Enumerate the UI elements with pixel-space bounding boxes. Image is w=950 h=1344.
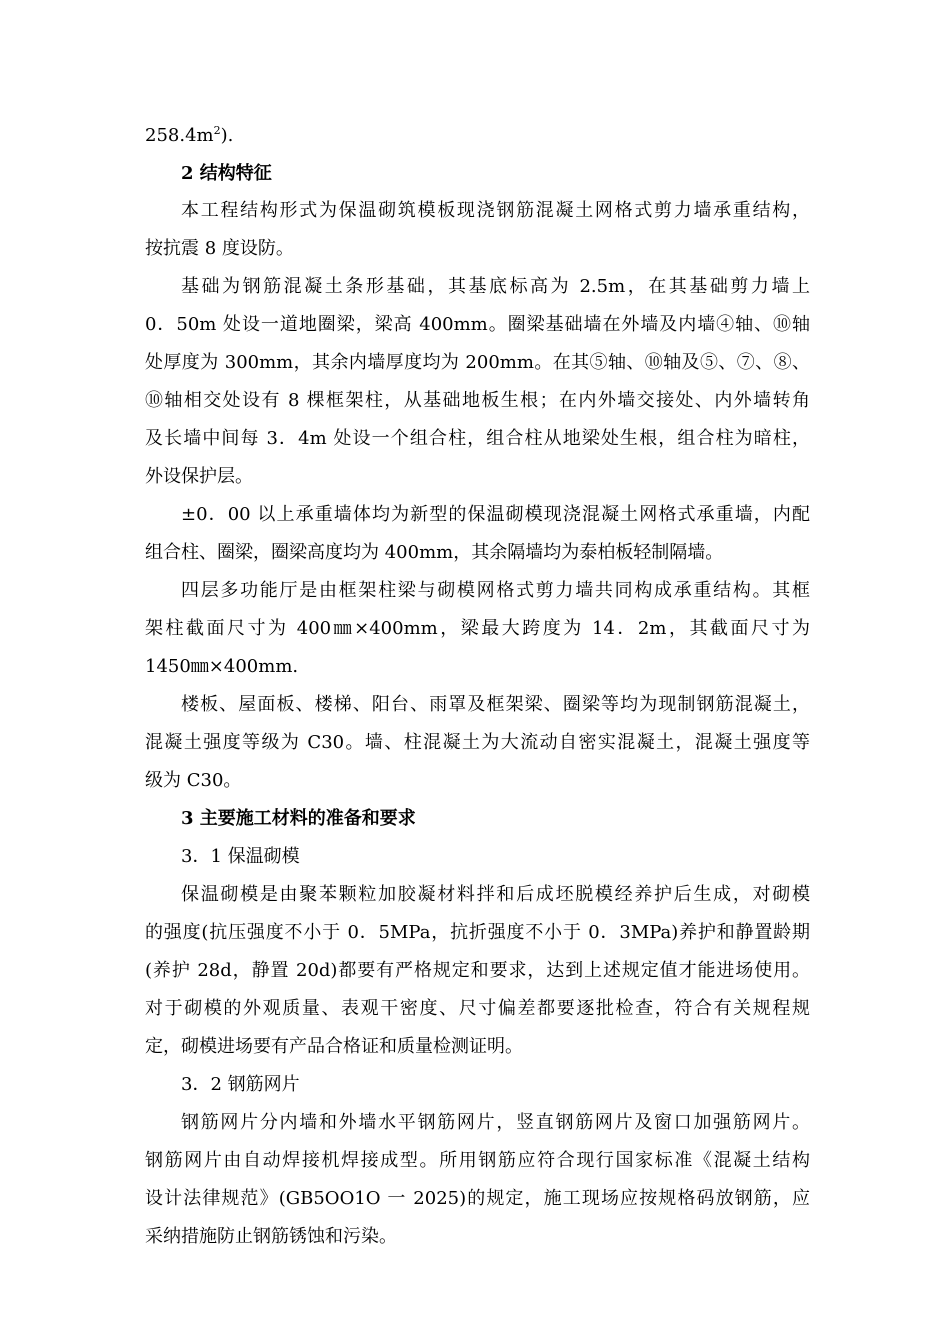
paragraph-line: 1450㎜×400mm.: [145, 656, 299, 677]
paragraph-line: 处厚度为 300mm，其余内墙厚度均为 200mm。在其⑤轴、⑩轴及⑤、⑦、⑧、: [145, 352, 810, 373]
paragraph-line: ⑩轴相交处设有 8 棵框架柱，从基础地板生根；在内外墙交接处、内外墙转角: [145, 390, 810, 411]
section-heading-materials: 3 主要施工材料的准备和要求: [181, 808, 416, 829]
paragraph-line: 楼板、屋面板、楼梯、阳台、雨罩及框架梁、圈梁等均为现制钢筋混凝土，: [181, 694, 810, 715]
section-heading-structure: 2 结构特征: [181, 163, 272, 184]
paragraph-line: 采纳措施防止钢筋锈蚀和污染。: [145, 1226, 397, 1247]
paragraph-line: 架柱截面尺寸为 400㎜×400mm，梁最大跨度为 14．2m，其截面尺寸为: [145, 618, 810, 639]
paragraph-line: 保温砌模是由聚苯颗粒加胶凝材料拌和后成坯脱模经养护后生成，对砌模: [181, 884, 810, 905]
paragraph-line: 定，砌模进场要有产品合格证和质量检测证明。: [145, 1036, 523, 1057]
paragraph-line: 基础为钢筋混凝土条形基础，其基底标高为 2.5m，在其基础剪力墙上: [181, 276, 810, 297]
paragraph-line: 组合柱、圈梁，圈梁高度均为 400mm，其余隔墙均为泰柏板轻制隔墙。: [145, 542, 724, 563]
subsection-heading-insulation-block: 3．1 保温砌模: [181, 846, 300, 867]
paragraph-line: 对于砌模的外观质量、表观干密度、尺寸偏差都要逐批检查，符合有关规程规: [145, 998, 810, 1019]
subsection-heading-steel-mesh: 3．2 钢筋网片: [181, 1074, 300, 1095]
paragraph-line: 钢筋网片由自动焊接机焊接成型。所用钢筋应符合现行国家标准《混凝土结构: [145, 1150, 810, 1171]
paragraph-line: (养护 28d，静置 20d)都要有严格规定和要求，达到上述规定值才能进场使用。: [145, 960, 810, 981]
paragraph-line: 设计法律规范》(GB5OO1O 一 2025)的规定，施工现场应按规格码放钢筋，应: [145, 1188, 810, 1209]
paragraph-line: 混凝土强度等级为 C30。墙、柱混凝土为大流动自密实混凝土，混凝土强度等: [145, 732, 810, 753]
paragraph-line: 钢筋网片分内墙和外墙水平钢筋网片，竖直钢筋网片及窗口加强筋网片。: [181, 1112, 810, 1133]
paragraph-line: 本工程结构形式为保温砌筑模板现浇钢筋混凝土网格式剪力墙承重结构，: [181, 200, 810, 221]
paragraph-line: 及长墙中间每 3．4m 处设一个组合柱，组合柱从地梁处生根，组合柱为暗柱，: [145, 428, 810, 449]
paragraph-line: 按抗震 8 度设防。: [145, 238, 294, 259]
paragraph-line: 的强度(抗压强度不小于 0．5MPa，抗折强度不小于 0．3MPa)养护和静置龄期: [145, 922, 810, 943]
paragraph-line: 外设保护层。: [145, 466, 253, 487]
paragraph-line: 四层多功能厅是由框架柱梁与砌模网格式剪力墙共同构成承重结构。其框: [181, 580, 810, 601]
paragraph-line: 0．50m 处设一道地圈梁，梁高 400mm。圈梁基础墙在外墙及内墙④轴、⑩轴: [145, 314, 810, 335]
area-fragment-line: $258.4m^2$).: [145, 124, 234, 146]
paragraph-line: 级为 C30。: [145, 770, 242, 791]
paragraph-line: ±0．00 以上承重墙体均为新型的保温砌模现浇混凝土网格式承重墙，内配: [181, 504, 810, 525]
